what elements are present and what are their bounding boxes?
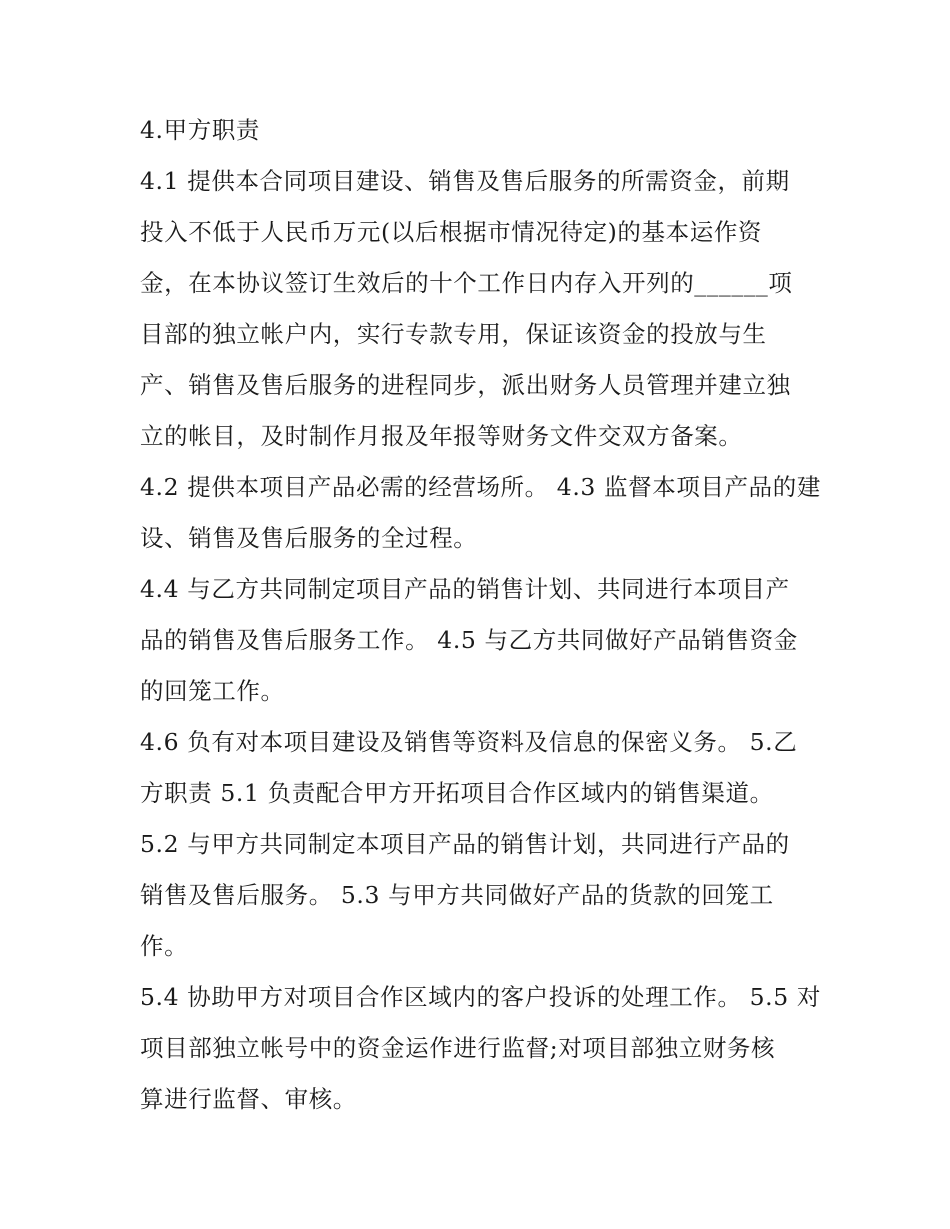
text-line: 方职责 5.1 负责配合甲方开拓项目合作区域内的销售渠道。	[140, 779, 774, 807]
text-line: 投入不低于人民币万元(以后根据市情况待定)的基本运作资	[140, 218, 763, 246]
text-line: 4.2 提供本项目产品必需的经营场所。 4.3 监督本项目产品的建	[140, 473, 821, 501]
text-line: 销售及售后服务。 5.3 与甲方共同做好产品的货款的回笼工	[140, 881, 774, 909]
text-line: 目部的独立帐户内，实行专款专用，保证该资金的投放与生	[140, 320, 767, 348]
text-line: 5.2 与甲方共同制定本项目产品的销售计划，共同进行产品的	[140, 830, 790, 858]
text-line: 作。	[140, 932, 189, 960]
text-line: 品的销售及售后服务工作。 4.5 与乙方共同做好产品销售资金	[140, 626, 798, 654]
section-heading: 4.甲方职责	[140, 116, 261, 144]
text-line: 项目部独立帐号中的资金运作进行监督;对项目部独立财务核	[140, 1034, 776, 1062]
text-line: 4.4 与乙方共同制定项目产品的销售计划、共同进行本项目产	[140, 575, 790, 603]
text-line: 金，在本协议签订生效后的十个工作日内存入开列的______项	[140, 269, 793, 297]
text-line: 算进行监督、审核。	[140, 1085, 357, 1113]
text-line: 立的帐目，及时制作月报及年报等财务文件交双方备案。	[140, 422, 743, 450]
text-line: 4.1 提供本合同项目建设、销售及售后服务的所需资金，前期	[140, 167, 790, 195]
text-line: 4.6 负有对本项目建设及销售等资料及信息的保密义务。 5.乙	[140, 728, 798, 756]
text-line: 的回笼工作。	[140, 677, 285, 705]
text-line: 5.4 协助甲方对项目合作区域内的客户投诉的处理工作。 5.5 对	[140, 983, 821, 1011]
text-line: 设、销售及售后服务的全过程。	[140, 524, 478, 552]
text-line: 产、销售及售后服务的进程同步，派出财务人员管理并建立独	[140, 371, 791, 399]
